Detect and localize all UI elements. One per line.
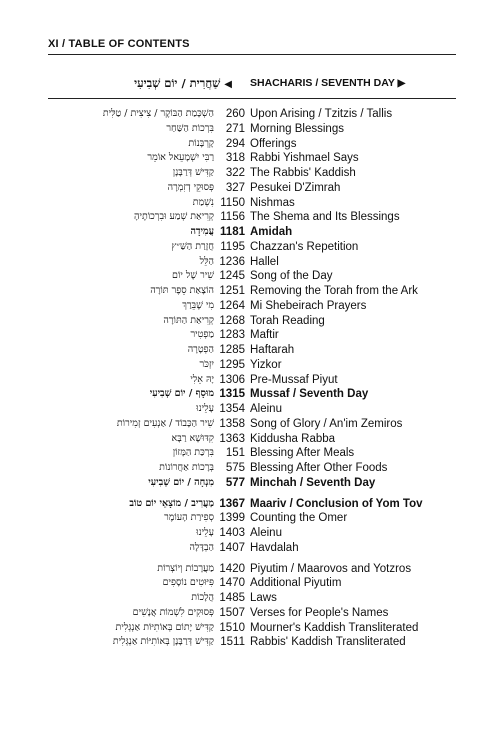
- toc-entry[interactable]: [0, 225, 500, 240]
- toc-entry-hebrew: בִּרְכוֹת הַשַּׁחַר: [166, 122, 214, 134]
- toc-entry-page-number: 294: [225, 137, 245, 150]
- toc-entry-english: Song of Glory / An'im Zemiros: [250, 417, 403, 430]
- toc-entry-english: Upon Arising / Tzitzis / Tallis: [250, 108, 393, 120]
- toc-entry-english: Kiddusha Rabba: [250, 432, 336, 445]
- toc-entry-page-number: 575: [225, 462, 245, 474]
- toc-entry[interactable]: [0, 541, 500, 556]
- toc-entry-page-number: 1285: [219, 344, 245, 356]
- toc-entry[interactable]: [0, 402, 500, 417]
- toc-entry-english: Havdalah: [250, 541, 299, 554]
- toc-entry-page-number: 1156: [220, 211, 245, 224]
- toc-entry-page-number: 1181: [220, 226, 245, 238]
- toc-entry[interactable]: [0, 526, 500, 541]
- toc-entry-english: Maariv / Conclusion of Yom Tov: [250, 497, 423, 510]
- toc-entry-hebrew: מַעֲרִיב / מוֹצָאֵי יוֹם טוֹב: [129, 497, 214, 509]
- toc-entry-hebrew: קְרִיאַת הַתּוֹרָה: [163, 314, 214, 326]
- toc-entry-hebrew: הֲלָכוֹת: [191, 592, 214, 603]
- toc-entry-hebrew: הַפְטָרָה: [187, 344, 214, 355]
- toc-entry-page-number: 271: [225, 122, 245, 135]
- toc-entry[interactable]: [0, 107, 500, 122]
- toc-entry[interactable]: [0, 417, 500, 432]
- toc-entry[interactable]: [0, 181, 500, 196]
- toc-entry-hebrew: עָלֵינוּ: [196, 403, 214, 414]
- toc-entry[interactable]: [0, 240, 500, 255]
- toc-entry-page-number: 1485: [219, 592, 245, 604]
- toc-entry-english: Hallel: [250, 255, 279, 268]
- toc-entry-hebrew: קַדִּישׁ יָתוֹם בְּאוֹתִיּוֹת אַנְגְּלִית: [115, 621, 214, 633]
- toc-entry-page-number: 1195: [220, 240, 245, 253]
- arrow-right-icon: ▶: [397, 78, 406, 89]
- toc-entry-english: The Shema and Its Blessings: [250, 211, 400, 224]
- toc-entry-page-number: 1403: [219, 527, 245, 539]
- toc-entry[interactable]: [0, 255, 500, 270]
- toc-entry[interactable]: [0, 210, 500, 225]
- toc-entry-hebrew: פִּיּוּטִים נוֹסָפִים: [162, 577, 214, 589]
- toc-entry-english: Additional Piyutim: [250, 577, 342, 590]
- toc-entry-hebrew: בְּרָכוֹת אַחֲרוֹנוֹת: [159, 462, 214, 473]
- toc-entry[interactable]: [0, 284, 500, 299]
- toc-entry-hebrew: נִשְׁמַת: [192, 196, 214, 208]
- section-hebrew-title: [134, 76, 232, 90]
- toc-entry[interactable]: [0, 328, 500, 343]
- toc-entry-page-number: 1306: [219, 373, 245, 386]
- toc-entry-hebrew: הַלֵּל: [199, 255, 214, 267]
- toc-entry-english: Pre-Mussaf Piyut: [250, 373, 338, 386]
- toc-entry-english: The Rabbis' Kaddish: [250, 167, 356, 179]
- toc-entry-hebrew: בִּרְכַּת הַמָּזוֹן: [172, 447, 214, 459]
- toc-entry-english: Maftir: [250, 329, 279, 342]
- toc-entry-page-number: 1407: [219, 541, 245, 554]
- toc-entry-page-number: 318: [225, 152, 245, 165]
- toc-entry-hebrew: מַעֲרָבוֹת וְיוֹצְרוֹת: [157, 562, 214, 574]
- toc-entry-english: Offerings: [250, 137, 297, 150]
- toc-entry-hebrew: מַפְטִיר: [190, 329, 214, 341]
- toc-entry[interactable]: [0, 476, 500, 491]
- toc-entry-page-number: 1283: [219, 329, 245, 342]
- toc-entry-english: Counting the Omer: [250, 512, 348, 525]
- toc-entry-page-number: 1399: [219, 512, 245, 525]
- toc-entry-page-number: 1358: [219, 417, 245, 430]
- toc-entry-page-number: 1264: [219, 299, 245, 312]
- toc-entry-english: Chazzan's Repetition: [250, 240, 359, 253]
- toc-entry-hebrew: מִנְחָה / יוֹם שְׁבִיעִי: [148, 476, 214, 488]
- toc-entry-page-number: 260: [225, 108, 245, 120]
- toc-entry-page-number: 1507: [219, 606, 245, 619]
- toc-entry[interactable]: [0, 576, 500, 591]
- toc-entry[interactable]: [0, 314, 500, 329]
- toc-entry-english: Yizkor: [250, 358, 282, 371]
- toc-entry-page-number: 151: [225, 447, 245, 460]
- toc-entry-page-number: 1150: [220, 196, 245, 209]
- toc-entry-hebrew: קַדִּישׁ דְּרַבָּנָן בְּאוֹתִיּוֹת אַנְגְּלִית: [112, 636, 214, 648]
- toc-entry-page-number: 1511: [220, 636, 245, 649]
- toc-entry-hebrew: עָלֵינוּ: [196, 527, 214, 538]
- toc-entry[interactable]: [0, 497, 500, 512]
- toc-entry-page-number: 1251: [219, 285, 245, 297]
- toc-entry-english: Pesukei D'Zimrah: [250, 181, 341, 194]
- toc-entry-english: Aleinu: [250, 403, 282, 415]
- toc-entry-english: Verses for People's Names: [250, 606, 389, 619]
- toc-entry-hebrew: קִדּוּשָׁא רַבָּא: [171, 432, 214, 444]
- toc-entry-hebrew: פְּסוּקִים לִשְׁמוֹת אֲנָשִׁים: [132, 606, 214, 618]
- toc-entry-hebrew: רַבִּי יִשְׁמָעֵאל אוֹמֵר: [147, 152, 214, 164]
- toc-entry-page-number: 322: [225, 167, 245, 179]
- toc-entry[interactable]: [0, 373, 500, 388]
- toc-entry-page-number: 1295: [219, 358, 245, 371]
- toc-entry-hebrew: יִזְכֹּר: [199, 358, 214, 370]
- toc-entry[interactable]: [0, 299, 500, 314]
- toc-entry-english: Rabbis' Kaddish Transliterated: [250, 636, 406, 649]
- toc-entry[interactable]: [0, 432, 500, 447]
- toc-entry-hebrew: קָרְבָּנוֹת: [188, 137, 214, 149]
- toc-entry[interactable]: [0, 196, 500, 211]
- toc-entry-page-number: 1510: [219, 621, 245, 634]
- toc-entry-hebrew: מִי שֶׁבֵּרַךְ: [182, 299, 214, 311]
- toc-entry-english: Removing the Torah from the Ark: [250, 285, 418, 297]
- toc-entry[interactable]: [0, 137, 500, 152]
- toc-entry-hebrew: הַשְׁכָּמַת הַבּוֹקֶר / צִיצִית / טַלִּית: [102, 108, 214, 119]
- toc-entry[interactable]: [0, 621, 500, 636]
- toc-entry[interactable]: [0, 562, 500, 577]
- toc-entry-page-number: 1354: [219, 403, 245, 415]
- toc-entry-hebrew: הוֹצָאַת סֵפֶר תּוֹרָה: [150, 285, 214, 296]
- toc-entry-page-number: 1363: [219, 432, 245, 445]
- toc-entry-hebrew: שִׁיר שֶׁל יוֹם: [172, 270, 214, 282]
- toc-entry-english: Mi Shebeirach Prayers: [250, 299, 367, 312]
- section-english-title: [250, 77, 405, 89]
- toc-entry-english: Laws: [250, 592, 277, 604]
- toc-entry[interactable]: [0, 151, 500, 166]
- toc-entry-english: Song of the Day: [250, 270, 333, 283]
- toc-entry-english: Morning Blessings: [250, 122, 344, 135]
- header-rule: [48, 54, 456, 55]
- toc-entry-hebrew: קְרִיאַת שְׁמַע וּבִרְכוֹתֶיהָ: [133, 211, 214, 223]
- arrow-left-icon: ◀: [224, 79, 232, 90]
- toc-entry[interactable]: [0, 358, 500, 373]
- toc-entry-hebrew: חֲזָרַת הַשַּׁ״ץ: [171, 240, 214, 252]
- toc-list: [0, 107, 500, 650]
- toc-entry-page-number: 1367: [219, 497, 245, 510]
- toc-entry-page-number: 327: [225, 181, 245, 194]
- page-header-title: XI / TABLE OF CONTENTS: [48, 38, 190, 50]
- toc-entry-english: Nishmas: [250, 196, 295, 209]
- toc-entry-hebrew: סְפִירַת הָעוֹמֶר: [164, 512, 214, 524]
- toc-entry-english: Minchah / Seventh Day: [250, 476, 376, 489]
- toc-entry[interactable]: [0, 606, 500, 621]
- toc-entry-english: Mourner's Kaddish Transliterated: [250, 621, 419, 634]
- toc-entry-page-number: 1420: [219, 562, 245, 575]
- toc-entry[interactable]: [0, 591, 500, 606]
- toc-entry-english: Amidah: [250, 226, 293, 238]
- toc-entry[interactable]: [0, 461, 500, 476]
- toc-entry-english: Aleinu: [250, 527, 282, 539]
- toc-entry[interactable]: [0, 122, 500, 137]
- toc-entry-hebrew: פְּסוּקֵי דְזִמְרָה: [167, 181, 214, 193]
- toc-entry-english: Rabbi Yishmael Says: [250, 152, 359, 165]
- section-english-label: SHACHARIS / SEVENTH DAY: [250, 77, 395, 89]
- toc-entry-page-number: 1315: [219, 388, 245, 401]
- toc-entry[interactable]: [0, 511, 500, 526]
- toc-entry[interactable]: [0, 635, 500, 650]
- toc-entry-english: Mussaf / Seventh Day: [250, 388, 369, 401]
- toc-entry[interactable]: [0, 269, 500, 284]
- toc-entry-hebrew: עֲמִידָה: [190, 226, 214, 237]
- section-rule: [48, 98, 456, 99]
- toc-entry-page-number: 1268: [219, 314, 245, 327]
- toc-entry[interactable]: [0, 387, 500, 402]
- toc-entry-hebrew: קַדִּישׁ דְּרַבָּנָן: [172, 167, 214, 178]
- toc-entry-page-number: 1245: [219, 270, 245, 283]
- toc-entry-hebrew: הַבְדָּלָה: [189, 541, 214, 553]
- toc-entry[interactable]: [0, 343, 500, 358]
- toc-entry-hebrew: יָהּ אֵלִי: [190, 373, 214, 385]
- toc-entry-english: Haftarah: [250, 344, 295, 356]
- toc-entry-page-number: 577: [225, 476, 245, 489]
- section-hebrew-label: שַׁחֲרִית / יוֹם שְׁבִיעִי: [134, 76, 221, 90]
- toc-entry-english: Blessing After Other Foods: [250, 462, 388, 474]
- toc-entry-hebrew: שִׁיר הַכָּבוֹד / אַנְעִים זְמִירוֹת: [116, 417, 214, 429]
- toc-entry-english: Torah Reading: [250, 314, 325, 327]
- toc-entry-page-number: 1470: [219, 577, 245, 590]
- toc-entry-page-number: 1236: [219, 255, 245, 268]
- toc-entry-english: Blessing After Meals: [250, 447, 355, 460]
- toc-entry[interactable]: [0, 166, 500, 181]
- toc-entry-english: Piyutim / Maarovos and Yotzros: [250, 562, 412, 575]
- toc-entry[interactable]: [0, 446, 500, 461]
- toc-entry-hebrew: מוּסָף / יוֹם שְׁבִיעִי: [149, 388, 214, 400]
